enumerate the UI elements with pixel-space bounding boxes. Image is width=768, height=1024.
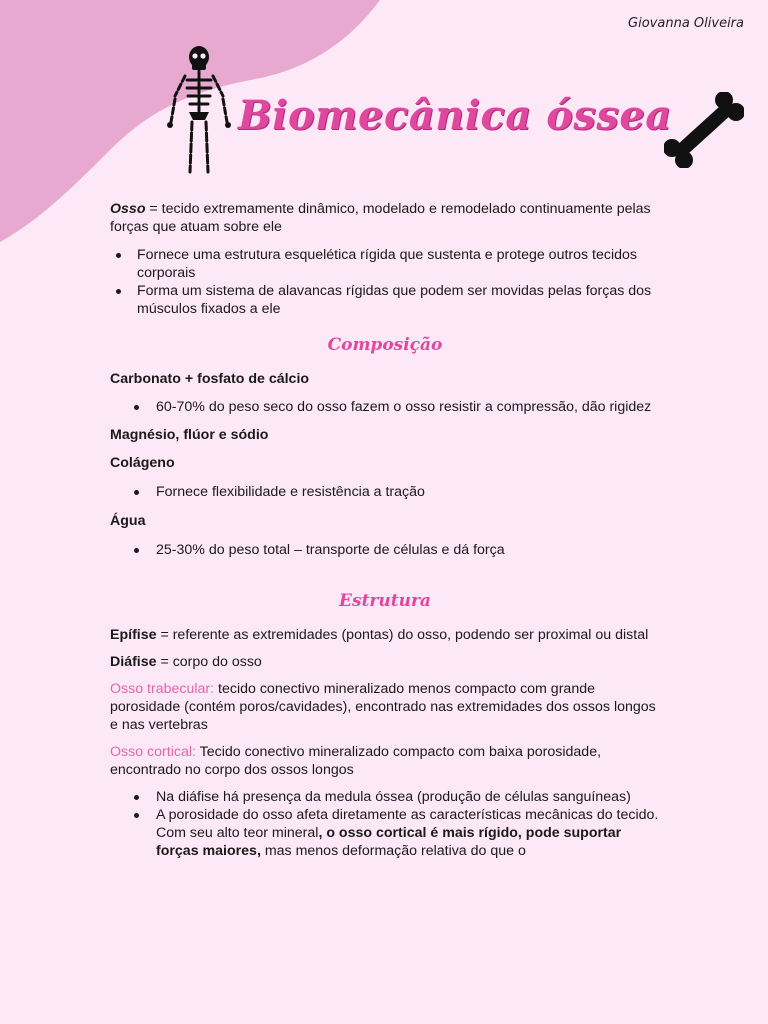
skeleton-icon — [165, 44, 233, 176]
page-title: Biomecânica óssea — [238, 92, 672, 139]
author-name: Giovanna Oliveira — [628, 16, 744, 31]
trabecular-paragraph: Osso trabecular: tecido conectivo mineralizado menos compacto com grande porosidade (contém poros/cavidades), encontrado nas extremidades dos ossos longos e nas vertebras — [110, 681, 656, 733]
intro-list — [110, 246, 660, 318]
section-heading-estrutura: Estrutura — [339, 591, 431, 611]
list-item: Fornece uma estrutura esquelética rígida que sustenta e protege outros tecidos corporais — [110, 246, 660, 282]
cortical-paragraph: Osso cortical: Tecido conectivo mineralizado compacto com baixa porosidade, encontrado no corpo dos ossos longos — [110, 744, 602, 778]
item-title: Colágeno — [110, 455, 175, 471]
diafise-paragraph: Diáfise = corpo do osso — [110, 654, 262, 670]
list-item: 60-70% do peso seco do osso fazem o osso resistir a compressão, dão rigidez — [110, 398, 660, 416]
epifise-paragraph: Epífise = referente as extremidades (pontas) do osso, podendo ser proximal ou distal — [110, 627, 649, 643]
list-item: A porosidade do osso afeta diretamente as características mecânicas do tecido. Com seu alto teor mineral, o osso cortical é mais rígido, pode suportar forças maiores, mas menos deformação relativa do que o — [110, 806, 660, 860]
bone-icon — [664, 92, 744, 168]
list-item: Fornece flexibilidade e resistência a tração — [110, 483, 660, 501]
document-body — [110, 200, 660, 860]
list-item: Forma um sistema de alavancas rígidas que podem ser movidas pelas forças dos músculos fixados a ele — [110, 282, 660, 318]
item-title: Magnésio, flúor e sódio — [110, 427, 269, 443]
term-osso: Osso — [110, 201, 146, 217]
item-title: Água — [110, 513, 146, 529]
list-item: Na diáfise há presença da medula óssea (produção de células sanguíneas) — [110, 788, 660, 806]
intro-paragraph: Osso = tecido extremamente dinâmico, modelado e remodelado continuamente pelas forças que atuam sobre ele — [110, 201, 651, 235]
section-heading-composicao: Composição — [327, 335, 443, 355]
item-title: Carbonato + fosfato de cálcio — [110, 371, 310, 387]
list-item: 25-30% do peso total – transporte de células e dá força — [110, 541, 660, 559]
